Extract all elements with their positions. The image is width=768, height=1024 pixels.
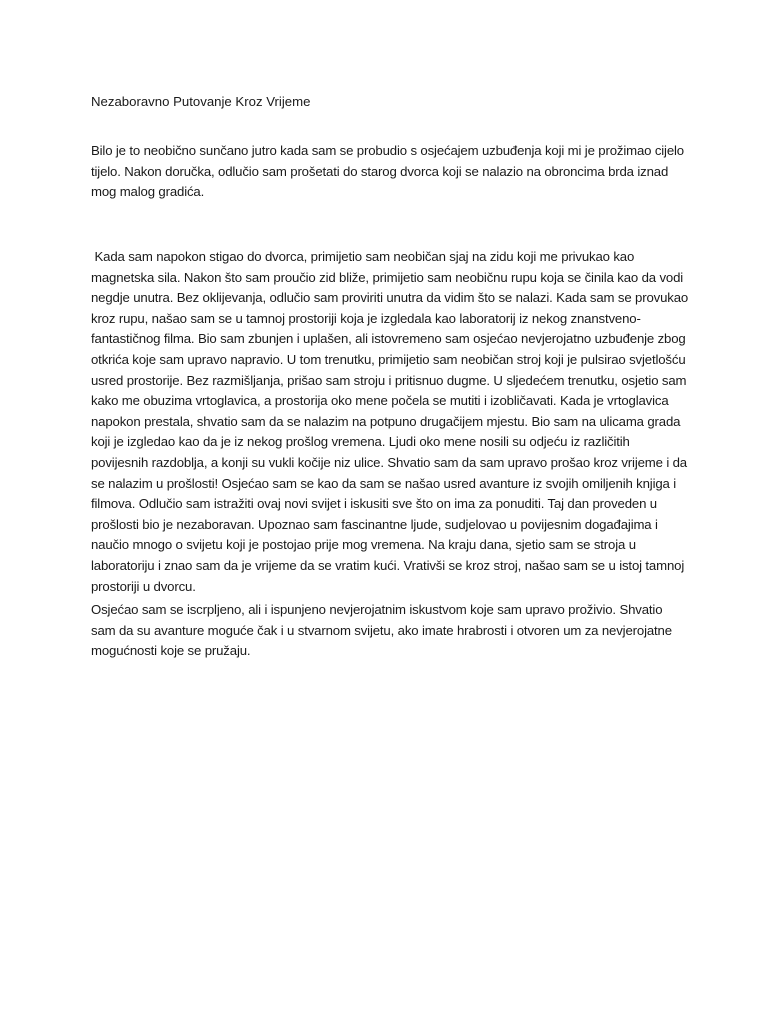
paragraph-3: Osjećao sam se iscrpljeno, ali i ispunjeno nevjerojatnim iskustvom koje sam upravo proživio. Shvatio sam da su avanture moguće čak i u stvarnom svijetu, ako imate hrabrosti i otvoren um za nevjerojatne mogućnosti koje se pružaju.: [91, 602, 672, 659]
paragraph-1: Bilo je to neobično sunčano jutro kada sam se probudio s osjećajem uzbuđenja koji mi je prožimao cijelo tijelo. Nakon doručka, odlučio sam prošetati do starog dvorca koji se nalazio na obroncima brda iznad mog malog gradića.: [91, 143, 684, 200]
document-title: Nezaboravno Putovanje Kroz Vrijeme: [91, 94, 311, 109]
paragraph-2: Kada sam napokon stigao do dvorca, primijetio sam neobičan sjaj na zidu koji me privukao kao magnetska sila. Nakon što sam proučio zid bliže, primijetio sam neobičnu rupu koja se činila kao da vodi negdje unutra. Bez oklijevanja, odlučio sam proviriti unutra da vidim što se nalazi. Kada sam se provukao kroz rupu, našao sam se u tamnoj prostoriji koja je izgledala kao laboratorij iz nekog znanstveno-fantastičnog filma. Bio sam zbunjen i uplašen, ali istovremeno sam osjećao nevjerojatno uzbuđenje zbog otkrića koje sam upravo napravio. U tom trenutku, primijetio sam neobičan stroj koji je pulsirao svjetlošću usred prostorije. Bez razmišljanja, prišao sam stroju i pritisnuo dugme. U sljedećem trenutku, osjetio sam kako me obuzima vrtoglavica, a prostorija oko mene počela se mutiti i izobličavati. Kada je vrtoglavica napokon prestala, shvatio sam da se nalazim na potpuno drugačijem mjestu. Bio sam na ulicama grada koji je izgledao kao da je iz nekog prošlog vremena. Ljudi oko mene nosili su odjeću iz različitih povijesnih razdoblja, a konji su vukli kočije niz ulice. Shvatio sam da sam upravo prošao kroz vrijeme i da se nalazim u prošlosti! Osjećao sam se kao da sam se našao usred avanture iz svojih omiljenih knjiga i filmova. Odlučio sam istražiti ovaj novi svijet i iskusiti sve što on ima za ponuditi. Taj dan proveden u prošlosti bio je nezaboravan. Upoznao sam fascinantne ljude, sudjelovao u povijesnim događajima i naučio mnogo o svijetu koji je postojao prije mog vremena. Na kraju dana, sjetio sam se stroja u laboratoriju i znao sam da je vrijeme da se vratim kući. Vrativši se kroz stroj, našao sam se u istoj tamnoj prostoriji u dvorcu.: [91, 249, 692, 594]
